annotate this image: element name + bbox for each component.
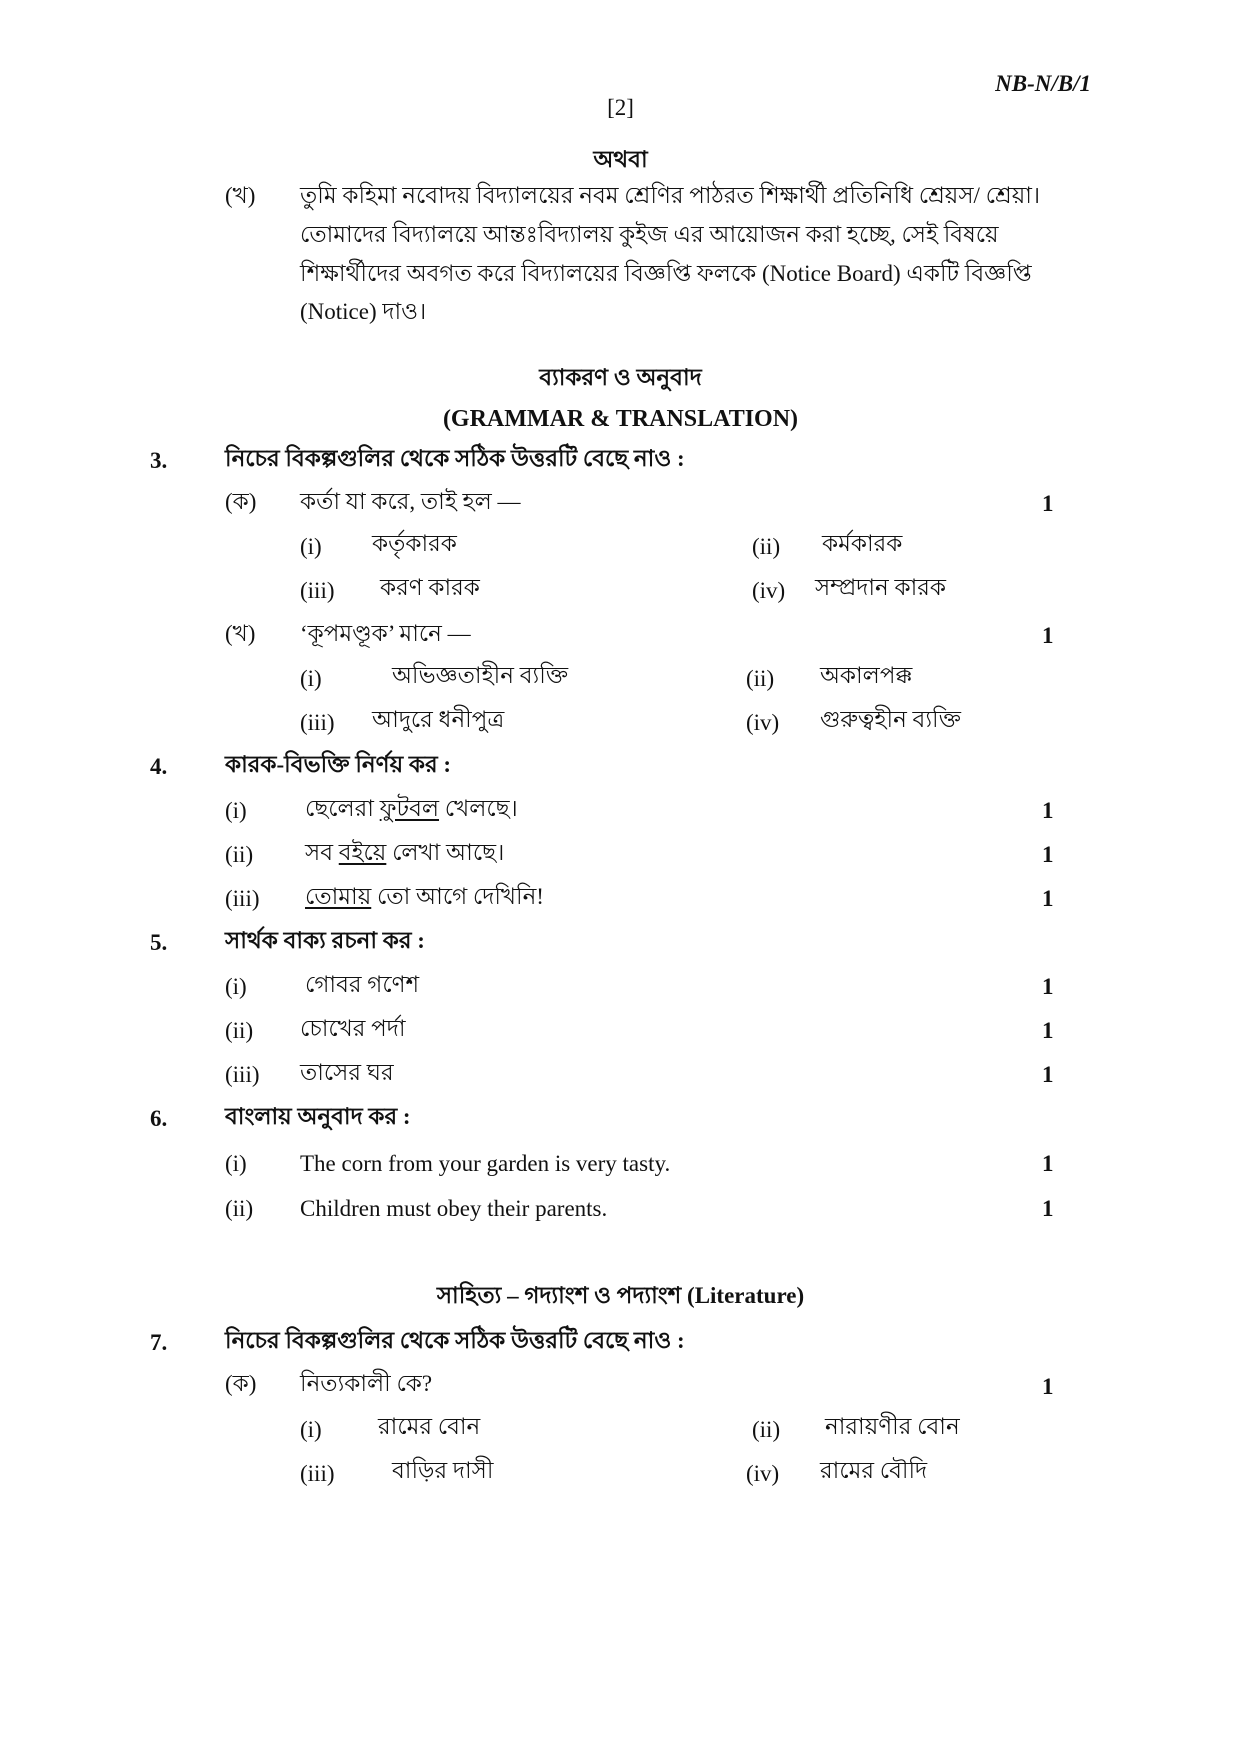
part-label: (ক) bbox=[225, 489, 257, 514]
item-text: ছেলেরা ফুটবল খেলছে। bbox=[305, 796, 518, 821]
paper-code: NB-N/B/1 bbox=[995, 71, 1091, 96]
option-number: (ii) bbox=[746, 666, 775, 691]
marks: 1 bbox=[1042, 1151, 1054, 1176]
q2b-line: শিক্ষার্থীদের অবগত করে বিদ্যালয়ের বিজ্ঞপ্তি ফলকে (Notice Board) একটি বিজ্ঞপ্তি bbox=[300, 261, 1032, 286]
option-number: (iv) bbox=[752, 578, 786, 603]
question-heading: বাংলায় অনুবাদ কর : bbox=[225, 1104, 411, 1129]
question-number: 6. bbox=[150, 1106, 168, 1131]
part-text: ‘কূপমণ্ডূক’ মানে — bbox=[300, 621, 471, 646]
item-text: The corn from your garden is very tasty. bbox=[300, 1151, 671, 1176]
section-literature-title: সাহিত্য – গদ্যাংশ ও পদ্যাংশ (Literature) bbox=[436, 1283, 805, 1308]
marks: 1 bbox=[1042, 1196, 1054, 1221]
option-number: (i) bbox=[300, 534, 322, 559]
item-text: গোবর গণেশ bbox=[305, 972, 420, 997]
marks: 1 bbox=[1042, 842, 1054, 867]
option-text: রামের বোন bbox=[378, 1414, 481, 1439]
option-number: (iv) bbox=[746, 1461, 780, 1486]
marks: 1 bbox=[1042, 886, 1054, 911]
option-number: (ii) bbox=[752, 1417, 781, 1442]
option-text: নারায়ণীর বোন bbox=[825, 1414, 960, 1439]
question-number: 5. bbox=[150, 930, 168, 955]
section-grammar-title-bn: ব্যাকরণ ও অনুবাদ bbox=[539, 365, 702, 390]
option-text: অকালপক্ক bbox=[820, 663, 913, 688]
option-text: করণ কারক bbox=[380, 575, 480, 600]
marks: 1 bbox=[1042, 974, 1054, 999]
item-number: (ii) bbox=[225, 1018, 254, 1043]
option-number: (iv) bbox=[746, 710, 780, 735]
item-text: তোমায় তো আগে দেখিনি! bbox=[305, 884, 544, 909]
option-number: (i) bbox=[300, 1417, 322, 1442]
section-grammar-title-en: (GRAMMAR & TRANSLATION) bbox=[442, 406, 799, 432]
marks: 1 bbox=[1042, 1062, 1054, 1087]
q2b-line: (Notice) দাও। bbox=[300, 299, 427, 324]
question-number: 4. bbox=[150, 754, 168, 779]
question-heading: নিচের বিকল্পগুলির থেকে সঠিক উত্তরটি বেছে নাও : bbox=[225, 1328, 685, 1353]
option-number: (iii) bbox=[300, 1461, 335, 1486]
item-number: (iii) bbox=[225, 1062, 260, 1087]
option-text: আদুরে ধনীপুত্র bbox=[372, 707, 505, 732]
item-number: (iii) bbox=[225, 886, 260, 911]
option-text: গুরুত্বহীন ব্যক্তি bbox=[820, 707, 961, 732]
marks: 1 bbox=[1042, 1018, 1054, 1043]
question-number: 7. bbox=[150, 1330, 168, 1355]
marks: 1 bbox=[1042, 1374, 1054, 1399]
option-number: (iii) bbox=[300, 710, 335, 735]
item-text: চোখের পর্দা bbox=[300, 1016, 406, 1041]
q2b-line: তুমি কহিমা নবোদয় বিদ্যালয়ের নবম শ্রেণির পাঠরত শিক্ষার্থী প্রতিনিধি শ্রেয়স/ শ্রেয়া। bbox=[300, 183, 1041, 208]
part-label: (খ) bbox=[225, 621, 256, 646]
item-number: (ii) bbox=[225, 1196, 254, 1221]
option-text: সম্প্রদান কারক bbox=[815, 575, 946, 600]
page-number: [2] bbox=[607, 95, 634, 120]
part-text: নিত্যকালী কে? bbox=[300, 1371, 433, 1396]
marks: 1 bbox=[1042, 491, 1054, 516]
or-label: অথবা bbox=[593, 147, 648, 172]
part-text: কর্তা যা করে, তাই হল — bbox=[300, 489, 521, 514]
option-number: (iii) bbox=[300, 578, 335, 603]
question-heading: নিচের বিকল্পগুলির থেকে সঠিক উত্তরটি বেছে নাও : bbox=[225, 446, 685, 471]
underlined-word: বইয়ে bbox=[338, 840, 387, 865]
underlined-word: ফুটবল bbox=[379, 796, 440, 821]
item-text: তাসের ঘর bbox=[300, 1060, 394, 1085]
part-label: (ক) bbox=[225, 1371, 257, 1396]
marks: 1 bbox=[1042, 623, 1054, 648]
question-number: 3. bbox=[150, 448, 168, 473]
item-text: Children must obey their parents. bbox=[300, 1196, 608, 1221]
option-text: কর্মকারক bbox=[822, 531, 903, 556]
option-number: (i) bbox=[300, 666, 322, 691]
question-heading: কারক-বিভক্তি নির্ণয় কর : bbox=[225, 752, 452, 777]
marks: 1 bbox=[1042, 798, 1054, 823]
option-text: বাড়ির দাসী bbox=[392, 1458, 494, 1483]
q2b-line: তোমাদের বিদ্যালয়ে আন্তঃবিদ্যালয় কুইজ এর আয়োজন করা হচ্ছে, সেই বিষয়ে bbox=[300, 222, 999, 247]
option-text: রামের বৌদি bbox=[820, 1458, 928, 1483]
q2b-label: (খ) bbox=[225, 183, 256, 208]
item-number: (i) bbox=[225, 974, 247, 999]
item-number: (i) bbox=[225, 1151, 247, 1176]
item-number: (ii) bbox=[225, 842, 254, 867]
item-text: সব বইয়ে লেখা আছে। bbox=[305, 840, 505, 865]
option-text: অভিজ্ঞতাহীন ব্যক্তি bbox=[392, 663, 569, 688]
option-text: কর্তৃকারক bbox=[372, 531, 457, 556]
item-number: (i) bbox=[225, 798, 247, 823]
option-number: (ii) bbox=[752, 534, 781, 559]
underlined-word: তোমায় bbox=[305, 884, 372, 909]
question-heading: সার্থক বাক্য রচনা কর : bbox=[225, 928, 425, 953]
